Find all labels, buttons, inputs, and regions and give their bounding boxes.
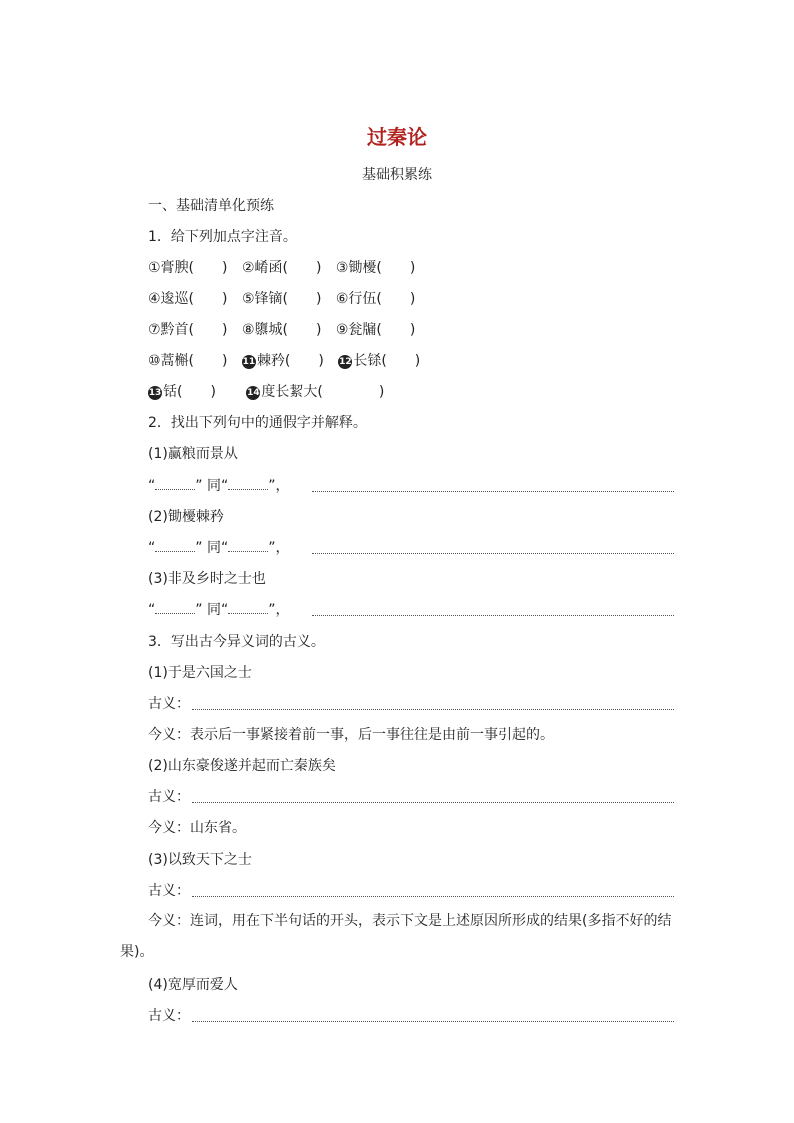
document-title: 过秦论 (367, 125, 427, 149)
question-3-label: 3．写出古今异义词的古义。 (148, 634, 325, 650)
answer-line[interactable] (312, 615, 674, 616)
pinyin-item: ⑨瓮牖( ) (335, 322, 416, 338)
circled-number-icon: 14 (247, 388, 260, 398)
circled-number-icon: 13 (148, 388, 162, 398)
jinyi-text: 今义：表示后一事紧接着前一事，后一事往往是由前一事引起的。 (148, 727, 554, 743)
guyi-label: 古义： (148, 696, 190, 712)
answer-blank[interactable] (155, 538, 195, 552)
pinyin-item: ①膏腴( ) (148, 260, 228, 276)
pinyin-item: 12 长铩( ) (339, 353, 421, 369)
pinyin-row-4 (148, 351, 430, 371)
answer-line[interactable] (192, 709, 674, 710)
pinyin-item: ⑩蒿槲( ) (148, 353, 228, 369)
tongjia-answer-line: “ ” 同“ ”， (148, 478, 290, 494)
pinyin-item: ⑥行伍( ) (335, 291, 416, 307)
pinyin-item: ⑧隳城( ) (241, 322, 322, 338)
circled-number-icon: 12 (339, 357, 352, 367)
guyi-item-1: (1)于是六国之士 (148, 665, 252, 681)
pinyin-item: 13 铦( ) (148, 384, 216, 400)
question-2-label: 2．找出下列句中的通假字并解释。 (148, 415, 367, 431)
answer-line[interactable] (312, 553, 674, 554)
pinyin-item: 11 棘矜( ) (242, 353, 324, 369)
tongjia-item-2: (2)锄櫌棘矜 (148, 509, 224, 525)
document-subtitle: 基础积累练 (362, 167, 432, 183)
guyi-label: 古义： (148, 883, 190, 899)
guyi-item-3: (3)以致天下之士 (148, 852, 252, 868)
answer-blank[interactable] (228, 476, 268, 490)
pinyin-item: ④逡巡( ) (148, 291, 228, 307)
pinyin-item: ⑤锋镝( ) (241, 291, 322, 307)
answer-line[interactable] (192, 896, 674, 897)
pinyin-item: ③锄櫌( ) (335, 260, 416, 276)
tongjia-item-3: (3)非及乡时之士也 (148, 571, 266, 587)
answer-blank[interactable] (228, 600, 268, 614)
guyi-label: 古义： (148, 1008, 190, 1024)
guyi-item-2: (2)山东豪俊遂并起而亡秦族矣 (148, 758, 336, 774)
section-heading: 一、基础清单化预练 (148, 198, 274, 214)
pinyin-row-2 (148, 289, 425, 309)
jinyi-text: 今义：山东省。 (148, 820, 246, 836)
answer-blank[interactable] (228, 538, 268, 552)
guyi-label: 古义： (148, 789, 190, 805)
pinyin-row-5 (148, 382, 394, 402)
answer-blank[interactable] (155, 600, 195, 614)
circled-number-icon: 11 (242, 357, 256, 367)
tongjia-answer-line: “ ” 同“ ”， (148, 540, 290, 556)
pinyin-item: ②崤函( ) (241, 260, 322, 276)
pinyin-item: 14 度长絜大( ) (247, 384, 385, 400)
tongjia-item-1: (1)赢粮而景从 (148, 446, 238, 462)
answer-blank[interactable] (155, 476, 195, 490)
answer-line[interactable] (312, 491, 674, 492)
answer-line[interactable] (192, 1021, 674, 1022)
pinyin-row-3 (148, 320, 425, 340)
question-1-label: 1．给下列加点字注音。 (148, 229, 297, 245)
answer-line[interactable] (192, 802, 674, 803)
jinyi-text: 今义：连词，用在下半句话的开头，表示下文是上述原因所形成的结果(多指不好的结果)。 (120, 913, 672, 960)
tongjia-answer-line: “ ” 同“ ”， (148, 602, 290, 618)
pinyin-item: ⑦黔首( ) (148, 322, 228, 338)
pinyin-row-1 (148, 258, 425, 278)
guyi-item-4: (4)宽厚而爱人 (148, 977, 238, 993)
